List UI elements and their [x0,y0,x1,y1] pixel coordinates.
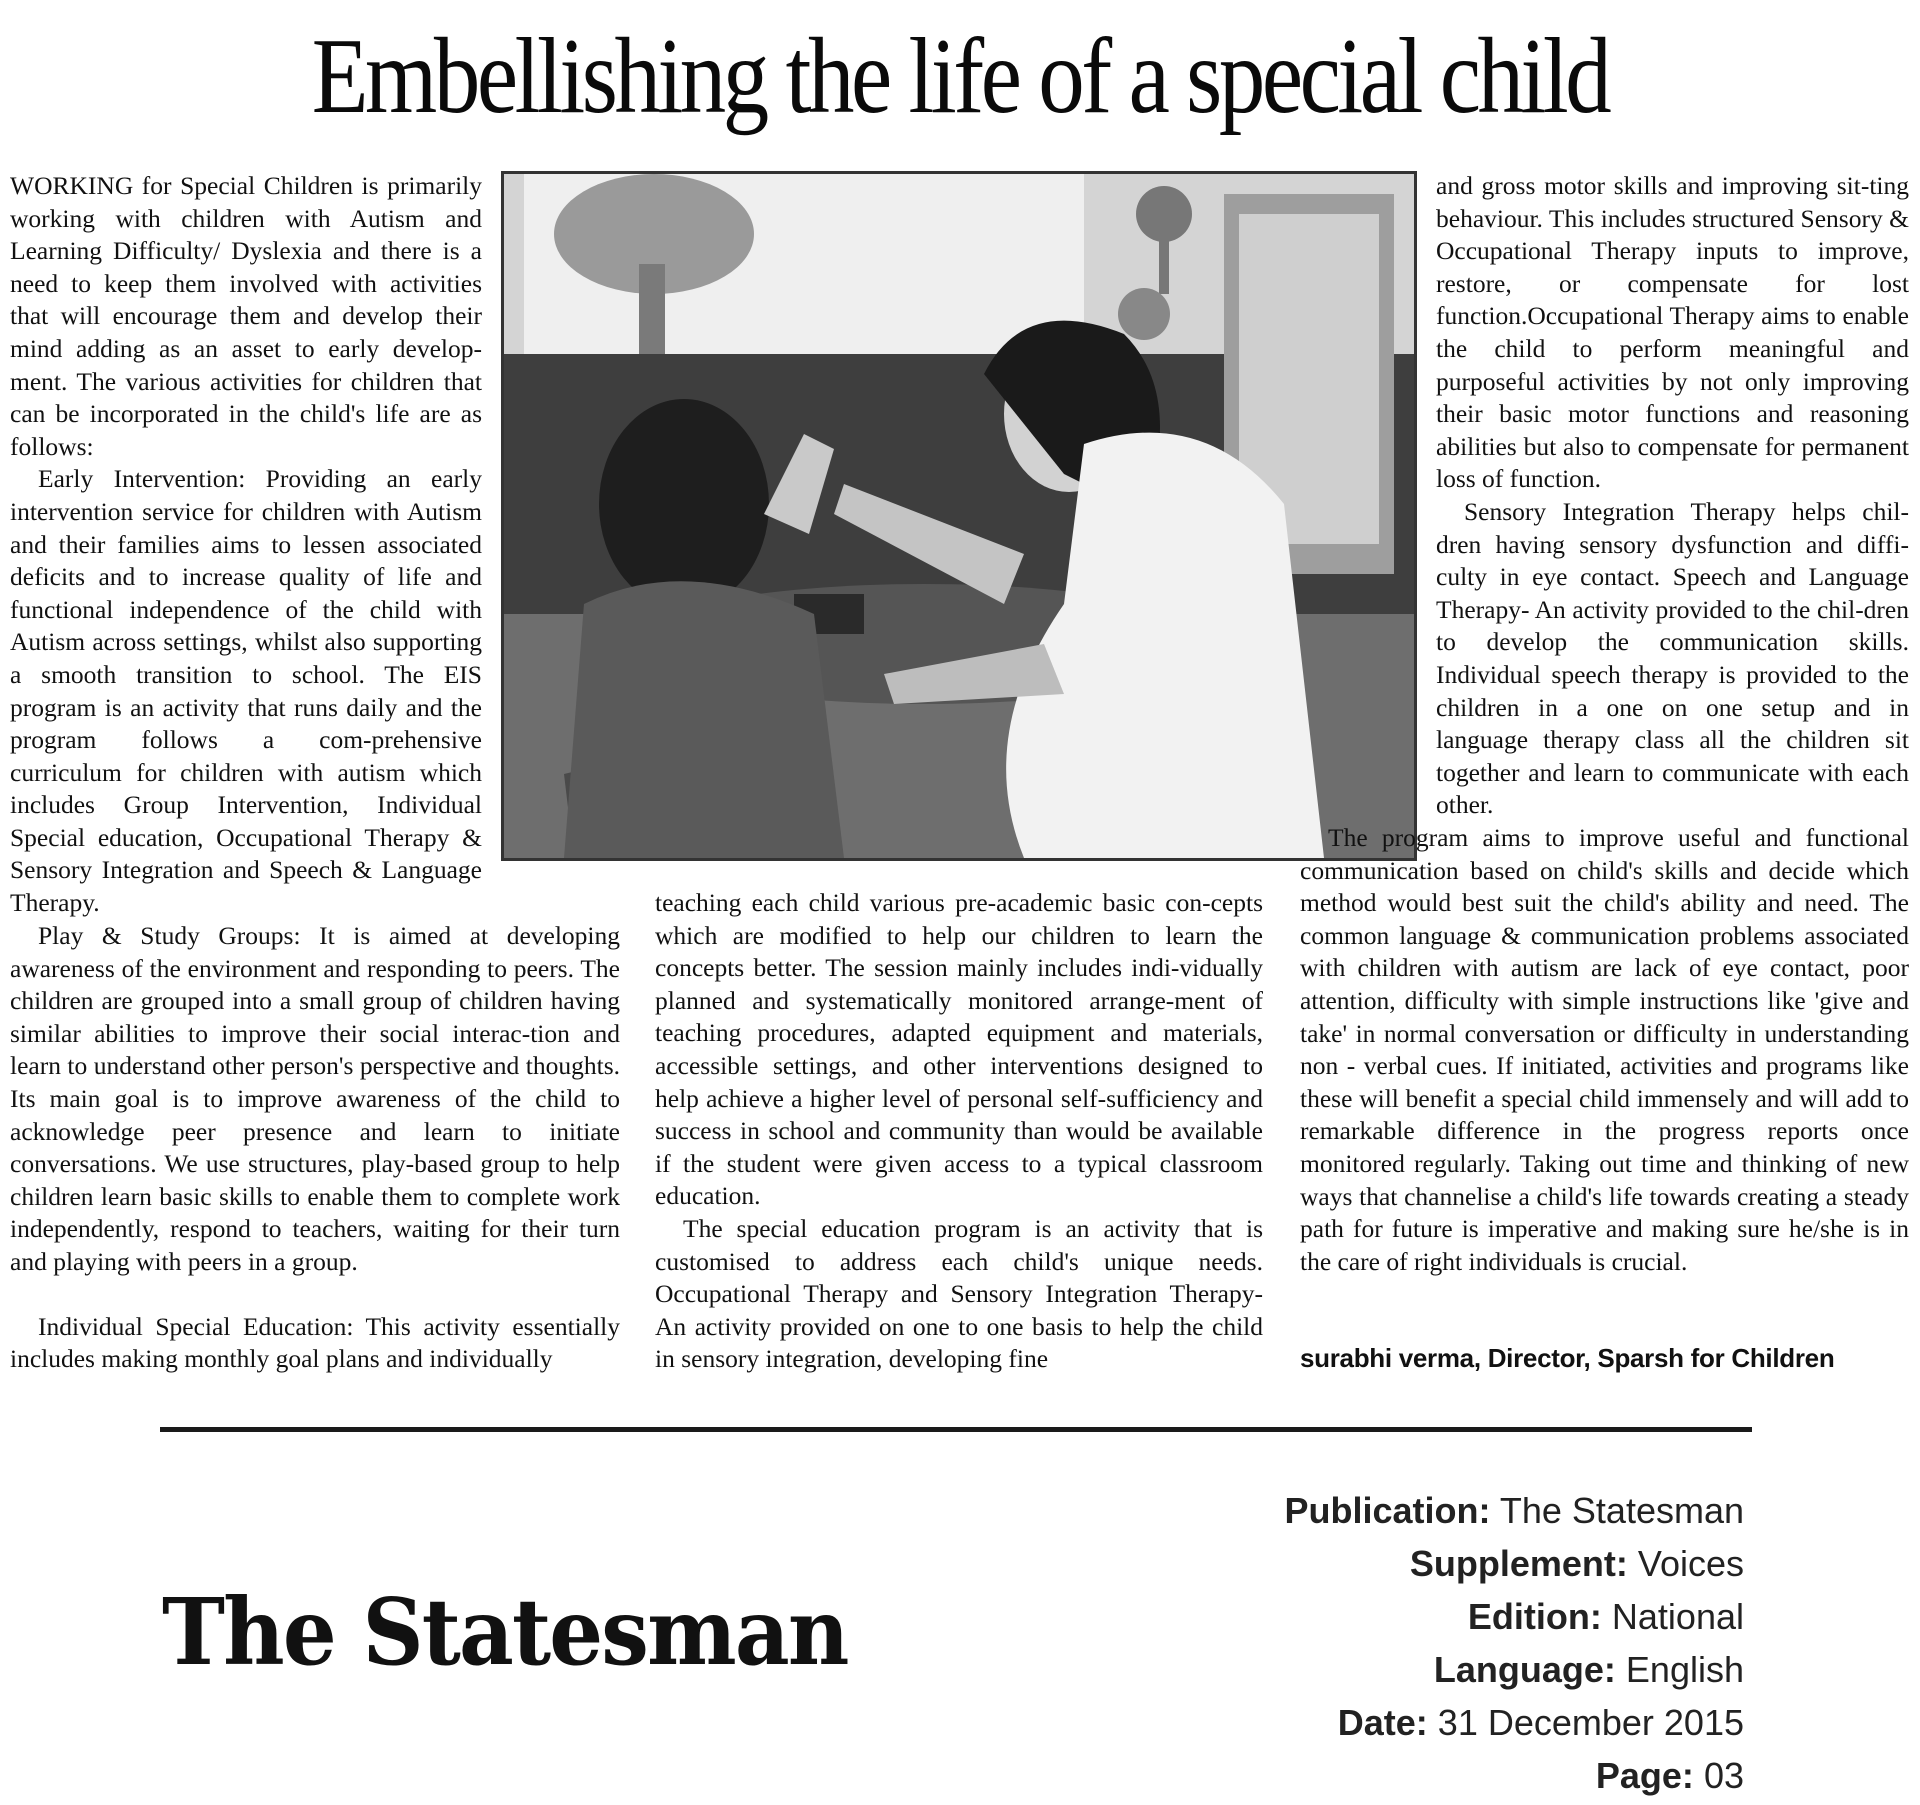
byline: surabhi verma, Director, Sparsh for Children [1300,1343,1835,1373]
paragraph: and gross motor skills and improving sit-ting behaviour. This includes structured Sensory & Occupational Therapy inputs to improve, restore, or compensate for lost function.Occupational Therapy aims to enable the child to perform meaningful and purposeful activities by not only improving their basic motor functions and reasoning abilities but also to compensate for permanent loss of function. [1436,171,1909,494]
meta-supplement: Supplement: Voices [1409,1543,1744,1584]
divider [160,1427,1752,1432]
article-photo [501,171,1417,861]
paragraph: Individual Special Education: This activity essentially includes making monthly goal plans and individually [10,1311,620,1374]
paragraph: WORKING for Special Children is primarily working with children with Autism and Learning Difficulty/ Dyslexia and there is a need to keep them involved with activities that will encourage them and develop their mind adding as an asset to early develop-ment. The various activities for children that can be incorporated in the child's life are as follows: [10,171,482,461]
article-column-1 [10,170,482,920]
meta-page: Page: 03 [1595,1755,1744,1796]
paragraph: Play & Study Groups: It is aimed at developing awareness of the environment and responding to peers. The children are grouped into a small group of children having similar abilities to improve their social interac-tion and learn to understand other person's perspective and thoughts. Its main goal is to improve awareness of the child to acknowledge peer presence and learn to initiate conversations. We use structures, play-based group to help children learn basic skills to enable them to complete work independently, respond to teachers, waiting for their turn and playing with peers in a group. [10,921,620,1276]
article-column-3-lower [1300,822,1909,1278]
paragraph: Sensory Integration Therapy helps chil-dren having sensory dysfunction and diffi-culty in eye contact. Speech and Language Therapy- An activity provided to the chil-dren to develop the communication skills. Individual speech therapy is provided to the children in a one on one setup and in language therapy class all the children sit together and learn to communicate with each other. [1436,496,1909,820]
meta-edition: Edition: National [1467,1596,1744,1637]
article-column-2 [655,887,1263,1376]
publication-logo: The Statesman [162,1578,848,1686]
meta-date: Date: 31 December 2015 [1337,1702,1744,1743]
paragraph: Early Intervention: Providing an early intervention service for children with Autism and their families aims to lessen associated deficits and to increase quality of life and functional independence of the child with Autism across settings, whilst also supporting a smooth transition to school. The EIS program is an activity that runs daily and the program follows a com-prehensive curriculum for children with autism which includes Group Intervention, Individual Special education, Occupational Therapy & Sensory Integration and Speech & Language Therapy. [10,464,482,918]
headline: Embellishing the life of a special child [311,17,1609,136]
article-column-3 [1436,170,1909,822]
meta-publication: Publication: The Statesman [1284,1490,1744,1531]
meta-language: Language: English [1433,1649,1744,1690]
therapy-photo-illustration [504,174,1414,858]
paragraph: The special education program is an activity that is customised to address each child's unique needs. Occupational Therapy and Sensory Integration Therapy- An activity provided on one to one basis to help the child in sensory integration, developing fine [655,1213,1263,1374]
paragraph: The program aims to improve useful and functional communication based on child's skills and decide which method would best suit the child's ability and need. The common language & communication problems associated with children with autism are lack of eye contact, poor attention, difficulty with simple instructions like 'give and take' in normal conversation or difficulty in understanding non - verbal cues. If initiated, activities and programs like these will benefit a special child immensely and will add to remarkable difference in the progress reports once monitored regularly. Taking out time and thinking of new ways that channelise a child's life towards creating a steady path for future is imperative and making sure he/she is in the care of right individuals is crucial. [1300,823,1909,1276]
article-column-1-lower [10,920,620,1376]
paragraph: teaching each child various pre-academic basic con-cepts which are modified to help our children to learn the concepts better. The session mainly includes indi-vidually planned and systematically monitored arrange-ment of teaching procedures, adapted equipment and materials, accessible settings, and other interventions designed to help achieve a higher level of personal self-sufficiency and success in school and community than would be available if the student were given access to a typical classroom education. [655,888,1263,1211]
publication-metadata [1285,1484,1744,1802]
